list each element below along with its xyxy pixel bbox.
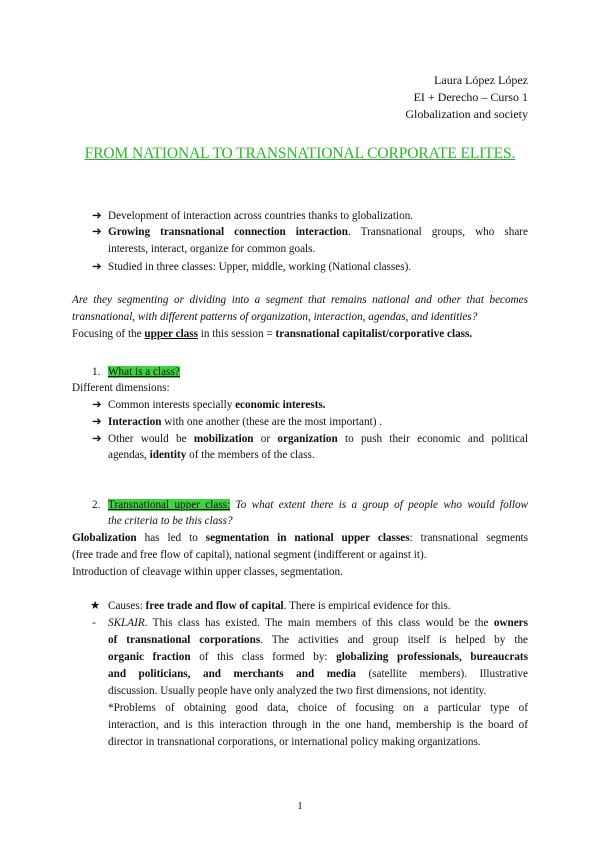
dash-bullet-icon: - <box>92 617 96 629</box>
intro-bullet-2: Growing transnational connection interaction. Transnational groups, who share <box>108 226 528 238</box>
sklair-line-3: organic fraction of this class formed by: globalizing professionals, bureaucrats <box>108 651 528 663</box>
sklair-line-4: and politicians, and merchants and media (satellite members). Illustrative <box>108 668 528 680</box>
sklair-line-2: of transnational corporations. The activities and group itself is helped by the <box>108 634 529 646</box>
course-name: EI + Derecho – Curso 1 <box>413 90 528 104</box>
section-1-number: 1. <box>92 366 101 378</box>
star-bullet-icon: ★ <box>90 600 101 612</box>
causes-line: Causes: free trade and flow of capital. There is empirical evidence for this. <box>108 600 451 612</box>
globalization-line-3: Introduction of cleavage within upper classes, segmentation. <box>72 566 343 578</box>
section-2-heading: Transnational upper class: To what extent there is a group of people who would follow <box>108 499 528 511</box>
author-name: Laura López López <box>434 73 528 87</box>
page-number: 1 <box>297 800 303 812</box>
sklair-line-1: SKLAIR. This class has existed. The main members of this class would be the owners <box>108 617 528 629</box>
question-line-2: transnational, with different patterns of organization, interaction, agendas, and identities? <box>72 311 478 323</box>
intro-bullet-3: Studied in three classes: Upper, middle, working (National classes). <box>108 261 412 273</box>
section-1-heading: What is a class? <box>108 366 180 378</box>
globalization-line-1: Globalization has led to segmentation in national upper classes: transnational segments <box>72 532 528 544</box>
sklair-line-6: *Problems of obtaining good data, choice of focusing on a particular type of <box>108 702 528 714</box>
sklair-line-5: discussion. Usually people have only analyzed the two first dimensions, not identity. <box>108 685 487 697</box>
intro-bullet-2-cont: interests, interact, organize for common goals. <box>108 243 316 255</box>
intro-bullet-1: Development of interaction across countries thanks to globalization. <box>108 210 414 222</box>
section-1-bullet-3-cont: agendas, identity of the members of the class. <box>108 449 315 461</box>
arrow-bullet-icon: ➔ <box>92 261 102 273</box>
focus-line: Focusing of the upper class in this session = transnational capitalist/corporative class. <box>72 328 473 340</box>
section-1-bullet-1: Common interests specially economic interests. <box>108 399 326 411</box>
section-1-bullet-3: Other would be mobilization or organization to push their economic and political <box>108 433 528 445</box>
arrow-bullet-icon: ➔ <box>92 210 102 222</box>
sklair-line-7: interaction, and is this interaction through in the one hand, membership is the board of <box>108 719 528 731</box>
question-line-1: Are they segmenting or dividing into a segment that remains national and other that becomes <box>72 294 528 306</box>
arrow-bullet-icon: ➔ <box>92 416 102 428</box>
arrow-bullet-icon: ➔ <box>92 433 102 445</box>
section-1-bullet-2: Interaction with one another (these are the most important) . <box>108 416 383 428</box>
globalization-line-2: (free trade and free flow of capital), national segment (indifferent or against it). <box>72 549 427 561</box>
page-title: FROM NATIONAL TO TRANSNATIONAL CORPORATE ELITES. <box>84 145 516 162</box>
section-2-question-cont: the criteria to be this class? <box>108 515 233 527</box>
section-2-number: 2. <box>92 499 101 511</box>
section-1-intro: Different dimensions: <box>72 382 170 394</box>
arrow-bullet-icon: ➔ <box>92 226 102 238</box>
subject-name: Globalization and society <box>405 107 528 121</box>
arrow-bullet-icon: ➔ <box>92 399 102 411</box>
sklair-line-8: director in transnational corporations, or international policy making organizations. <box>108 736 481 748</box>
